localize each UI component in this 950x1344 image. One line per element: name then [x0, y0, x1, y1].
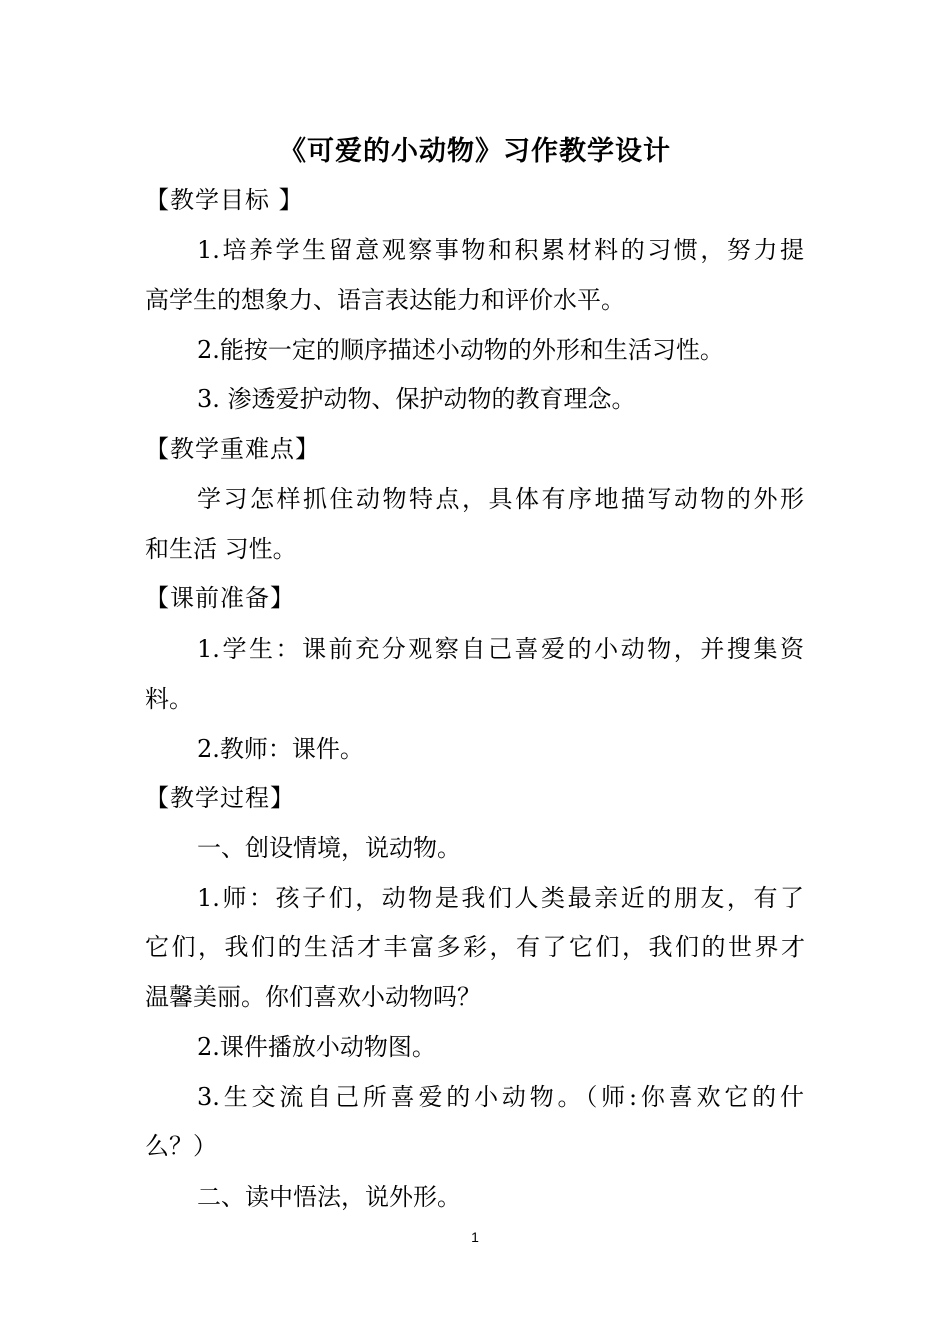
process-step-2-title: 二、读中悟法，说外形。: [197, 1183, 461, 1211]
process-1-line-3: 温馨美丽。你们喜欢小动物吗？: [145, 983, 481, 1011]
keypoints-line-2: 和生活 习性。: [145, 535, 297, 563]
section-heading-objectives: 【教学目标 】: [145, 186, 304, 214]
process-3-line-1: 3.生交流自己所喜爱的小动物。（师:你喜欢它的什: [197, 1083, 804, 1111]
page-number: 1: [471, 1229, 479, 1245]
objective-3: 3. 渗透爱护动物、保护动物的教育理念。: [197, 385, 636, 413]
process-1-line-1: 1.师：孩子们，动物是我们人类最亲近的朋友，有了: [197, 884, 804, 912]
section-heading-keypoints: 【教学重难点】: [145, 435, 320, 463]
objective-1-line-2: 高学生的想象力、语言表达能力和评价水平。: [145, 286, 625, 314]
process-1-line-2: 它们，我们的生活才丰富多彩，有了它们，我们的世界才: [145, 933, 805, 961]
preparation-1-line-2: 料。: [145, 685, 193, 713]
section-heading-preparation: 【课前准备】: [145, 584, 295, 612]
preparation-1-line-1: 1.学生：课前充分观察自己喜爱的小动物，并搜集资: [197, 635, 804, 663]
preparation-2: 2.教师：课件。: [197, 735, 364, 763]
document-title: 《可爱的小动物》习作教学设计: [279, 136, 671, 167]
keypoints-line-1: 学习怎样抓住动物特点，具体有序地描写动物的外形: [197, 485, 804, 513]
objective-2: 2.能按一定的顺序描述小动物的外形和生活习性。: [197, 336, 724, 364]
objective-1-line-1: 1.培养学生留意观察事物和积累材料的习惯，努力提: [197, 236, 804, 264]
section-heading-process: 【教学过程】: [145, 784, 295, 812]
process-2: 2.课件播放小动物图。: [197, 1033, 436, 1061]
process-step-1-title: 一、创设情境，说动物。: [197, 834, 461, 862]
process-3-line-2: 么？）: [145, 1132, 217, 1160]
